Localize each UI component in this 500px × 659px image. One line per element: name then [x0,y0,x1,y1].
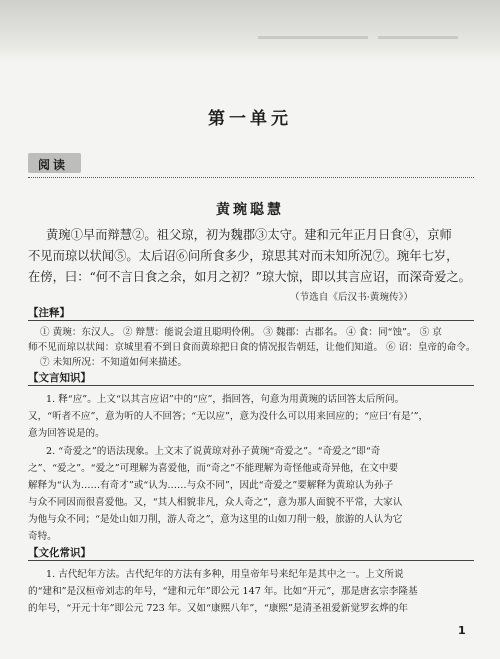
knowledge-label: 【文言知识】 [28,372,91,384]
notes-label: 【注释】 [28,307,70,319]
knowledge-rule [28,385,474,386]
source-note: （节选自《后汉书·黄琬传》） [290,292,413,303]
reading-section-box [28,153,81,173]
knowledge-line: 奇特。 [28,531,57,542]
notes-rule [28,320,474,321]
note-line: 师不见而琼以状闻：京城里看不到日食而黄琼把日食的情况报告朝廷，让他们知道。 ⑥ 诏：皇帝的命令。 [28,342,476,353]
knowledge-line: 意为回答说是的。 [28,428,105,439]
passage-line: 在傍，曰：“何不言日食之余，如月之初？”琼大惊，即以其言应诏，而深奇爱之。 [28,270,471,284]
culture-line: 的“建和”是汉桓帝刘志的年号，“建和元年”即公元 147 年。比如“开元”，那是唐玄宗李隆基 [28,586,418,597]
dotted-divider [28,177,474,178]
unit-title: 第一单元 [208,109,292,129]
passage-line: 黄琬①早而辩慧②。祖父琼，初为魏郡③太守。建和元年正月日食④，京师 [46,228,452,242]
knowledge-line: 之”、“爱之”。“爱之”可理解为喜爱他，而“奇之”不能理解为奇怪他或奇异他，在文中要 [28,463,399,474]
note-line: ⑦ 未知所况：不知道如何来描述。 [40,357,187,368]
knowledge-line: 解释为“认为……有奇才”或“认为……与众不同”，因此“奇爱之”要解释为黄琼认为孙子 [28,480,394,491]
article-title: 黄琬聪慧 [216,202,284,218]
passage-line: 不见而琼以状闻⑤。太后诏⑥问所食多少，琼思其对而未知所况⑦。琬年七岁， [28,249,459,263]
knowledge-line: 2. “奇爱之”的语法现象。上文末了说黄琼对孙子黄琬“奇爱之”。“奇爱之”即“奇 [46,446,381,457]
culture-line: 1. 古代纪年方法。古代纪年的方法有多种，用皇帝年号来纪年是其中之一。上文所说 [46,569,404,580]
culture-rule [28,560,474,561]
knowledge-line: 与众不同因而很喜爱他。又，“其人相貌非凡，众人奇之”，意为那人面貌不平常，大家认 [28,497,403,508]
reading-label: 阅读 [38,158,69,172]
knowledge-line: 1. 释“应”。上文“以其言应诏”中的“应”，指回答，句意为用黄琬的话回答太后所问。 [46,394,405,405]
page-number: 1 [458,624,466,637]
knowledge-line: 为他与众不同；“是处山如刀削，游人奇之”，意为这里的山如刀削一般，旅游的人认为它 [28,514,403,525]
note-line: ① 黄琬：东汉人。 ② 辩慧：能说会道且聪明伶俐。 ③ 魏郡：古郡名。 ④ 食：同“蚀”。 ⑤ 京 [40,327,442,338]
knowledge-line: 又，“听者不应”，意为听的人不回答；“无以应”，意为没什么可以用来回应的；“应曰‘有是’”， [28,411,429,422]
culture-line: 的年号，“开元十年”即公元 723 年。又如“康熙八年”，“康熙”是清圣祖爱新觉罗玄烨的年 [28,603,409,614]
culture-label: 【文化常识】 [28,547,91,559]
